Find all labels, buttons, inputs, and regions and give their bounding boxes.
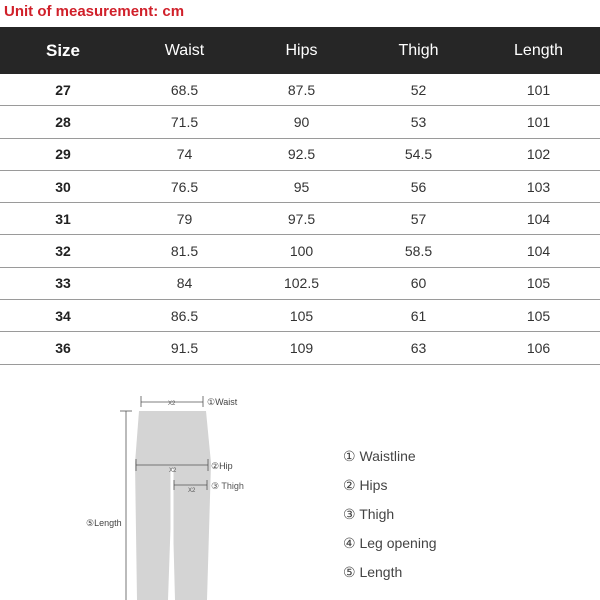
thigh-cell: 52	[360, 74, 477, 106]
legend-leg-opening: ④ Leg opening	[343, 535, 437, 551]
waist-cell: 81.5	[126, 235, 243, 267]
header-hips: Hips	[243, 27, 360, 74]
waist-x2-label: X2	[168, 401, 176, 407]
size-cell: 27	[0, 74, 126, 106]
thigh-cell: 60	[360, 267, 477, 299]
table-row	[0, 267, 600, 299]
header-waist: Waist	[126, 27, 243, 74]
header-thigh: Thigh	[360, 27, 477, 74]
header-length: Length	[477, 27, 600, 74]
unit-of-measurement-title: Unit of measurement: cm	[4, 3, 185, 20]
table-row	[0, 74, 600, 106]
pants-diagram	[0, 385, 600, 600]
size-cell: 31	[0, 203, 126, 235]
waist-cell: 84	[126, 267, 243, 299]
hips-cell: 92.5	[243, 138, 360, 170]
hips-cell: 102.5	[243, 267, 360, 299]
thigh-cell: 61	[360, 300, 477, 332]
hip-x2-label: X2	[169, 468, 177, 474]
thigh-label: ③ Thigh	[211, 481, 244, 491]
waist-label: ①Waist	[207, 397, 238, 407]
table-row	[0, 203, 600, 235]
legend-hips: ② Hips	[343, 477, 388, 493]
legend-length: ⑤ Length	[343, 564, 403, 580]
length-cell: 104	[477, 203, 600, 235]
size-cell: 32	[0, 235, 126, 267]
legend-waistline: ① Waistline	[343, 448, 416, 464]
size-cell: 30	[0, 170, 126, 202]
size-cell: 29	[0, 138, 126, 170]
table-header-row	[0, 27, 600, 74]
waist-cell: 91.5	[126, 332, 243, 364]
length-cell: 106	[477, 332, 600, 364]
thigh-cell: 54.5	[360, 138, 477, 170]
length-cell: 101	[477, 74, 600, 106]
size-chart-table	[0, 27, 600, 365]
length-cell: 102	[477, 138, 600, 170]
table-row	[0, 300, 600, 332]
size-cell: 33	[0, 267, 126, 299]
thigh-cell: 53	[360, 106, 477, 138]
length-cell: 101	[477, 106, 600, 138]
waist-cell: 79	[126, 203, 243, 235]
table-row	[0, 235, 600, 267]
length-cell: 105	[477, 300, 600, 332]
table-row	[0, 170, 600, 202]
length-cell: 103	[477, 170, 600, 202]
hips-cell: 97.5	[243, 203, 360, 235]
hips-cell: 87.5	[243, 74, 360, 106]
hips-cell: 90	[243, 106, 360, 138]
waist-cell: 68.5	[126, 74, 243, 106]
thigh-cell: 57	[360, 203, 477, 235]
thigh-x2-label: X2	[188, 488, 196, 494]
table-row	[0, 106, 600, 138]
length-cell: 104	[477, 235, 600, 267]
waist-cell: 76.5	[126, 170, 243, 202]
size-cell: 36	[0, 332, 126, 364]
size-cell: 34	[0, 300, 126, 332]
measurement-legend	[343, 446, 437, 591]
hips-cell: 109	[243, 332, 360, 364]
size-cell: 28	[0, 106, 126, 138]
header-size: Size	[0, 27, 126, 74]
thigh-cell: 56	[360, 170, 477, 202]
length-label: ⑤Length	[86, 518, 122, 528]
thigh-cell: 63	[360, 332, 477, 364]
length-cell: 105	[477, 267, 600, 299]
table-row	[0, 332, 600, 364]
table-row	[0, 138, 600, 170]
hips-cell: 105	[243, 300, 360, 332]
hips-cell: 100	[243, 235, 360, 267]
table-body	[0, 74, 600, 364]
thigh-cell: 58.5	[360, 235, 477, 267]
waist-cell: 74	[126, 138, 243, 170]
hip-label: ②Hip	[211, 461, 233, 471]
waist-cell: 71.5	[126, 106, 243, 138]
hips-cell: 95	[243, 170, 360, 202]
legend-thigh: ③ Thigh	[343, 506, 395, 522]
waist-cell: 86.5	[126, 300, 243, 332]
